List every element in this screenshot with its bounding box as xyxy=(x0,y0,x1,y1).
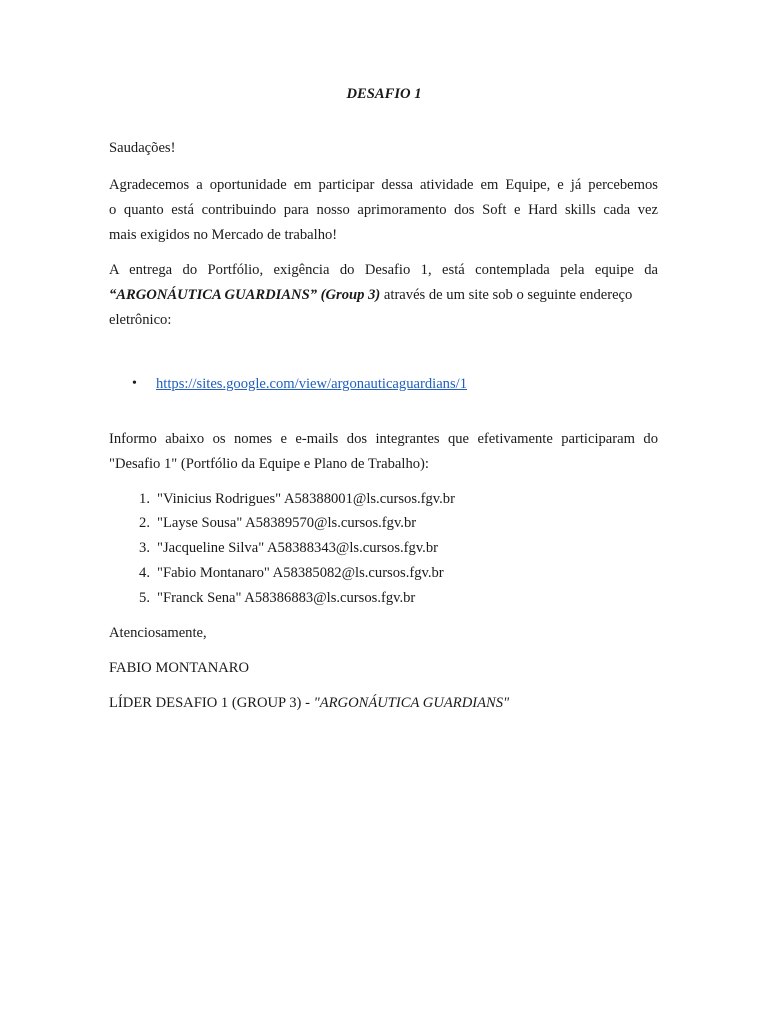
para1-line2: o quanto está contribuindo para nosso aprimoramento dos Soft e Hard skills cada vez xyxy=(109,202,658,218)
role-team: "ARGONÁUTICA GUARDIANS" xyxy=(313,695,510,711)
list-item-number: 1. xyxy=(139,491,150,507)
para3-line1: Informo abaixo os nomes e e-mails dos integrantes que efetivamente participaram do xyxy=(109,431,658,447)
document-title: DESAFIO 1 xyxy=(346,86,422,102)
closing: Atenciosamente, xyxy=(109,625,207,641)
team-name: “ARGONÁUTICA GUARDIANS” (Group 3) xyxy=(109,287,381,303)
para2-line1: A entrega do Portfólio, exigência do Desafio 1, está contemplada pela equipe da xyxy=(109,262,658,278)
signer-name: FABIO MONTANARO xyxy=(109,660,250,676)
para3-line2: "Desafio 1" (Portfólio da Equipe e Plano de Trabalho): xyxy=(109,456,429,472)
role-prefix: LÍDER DESAFIO 1 (GROUP 3) - xyxy=(109,695,314,711)
para1-line3: mais exigidos no Mercado de trabalho! xyxy=(109,227,338,243)
list-item: "Fabio Montanaro" A58385082@ls.cursos.fgv.br xyxy=(157,565,444,581)
greeting: Saudações! xyxy=(109,140,176,156)
list-item-number: 4. xyxy=(139,565,150,581)
para2-line2-rest: através de um site sob o seguinte endereço xyxy=(380,287,633,303)
list-item: "Franck Sena" A58386883@ls.cursos.fgv.br xyxy=(157,590,416,606)
bullet-icon: • xyxy=(132,376,137,391)
para2-line3: eletrônico: xyxy=(109,312,172,328)
signer-role xyxy=(109,695,509,712)
list-item: "Layse Sousa" A58389570@ls.cursos.fgv.br xyxy=(157,515,417,531)
list-item: "Jacqueline Silva" A58388343@ls.cursos.fgv.br xyxy=(157,540,438,556)
list-item-number: 3. xyxy=(139,540,150,556)
list-item-number: 5. xyxy=(139,590,150,606)
para2-line2 xyxy=(109,287,632,304)
site-link[interactable]: https://sites.google.com/view/argonauticaguardians/1 xyxy=(156,376,468,392)
list-item: "Vinicius Rodrigues" A58388001@ls.cursos.fgv.br xyxy=(157,491,455,507)
para1-line1: Agradecemos a oportunidade em participar dessa atividade em Equipe, e já percebemos xyxy=(109,177,658,193)
list-item-number: 2. xyxy=(139,515,150,531)
